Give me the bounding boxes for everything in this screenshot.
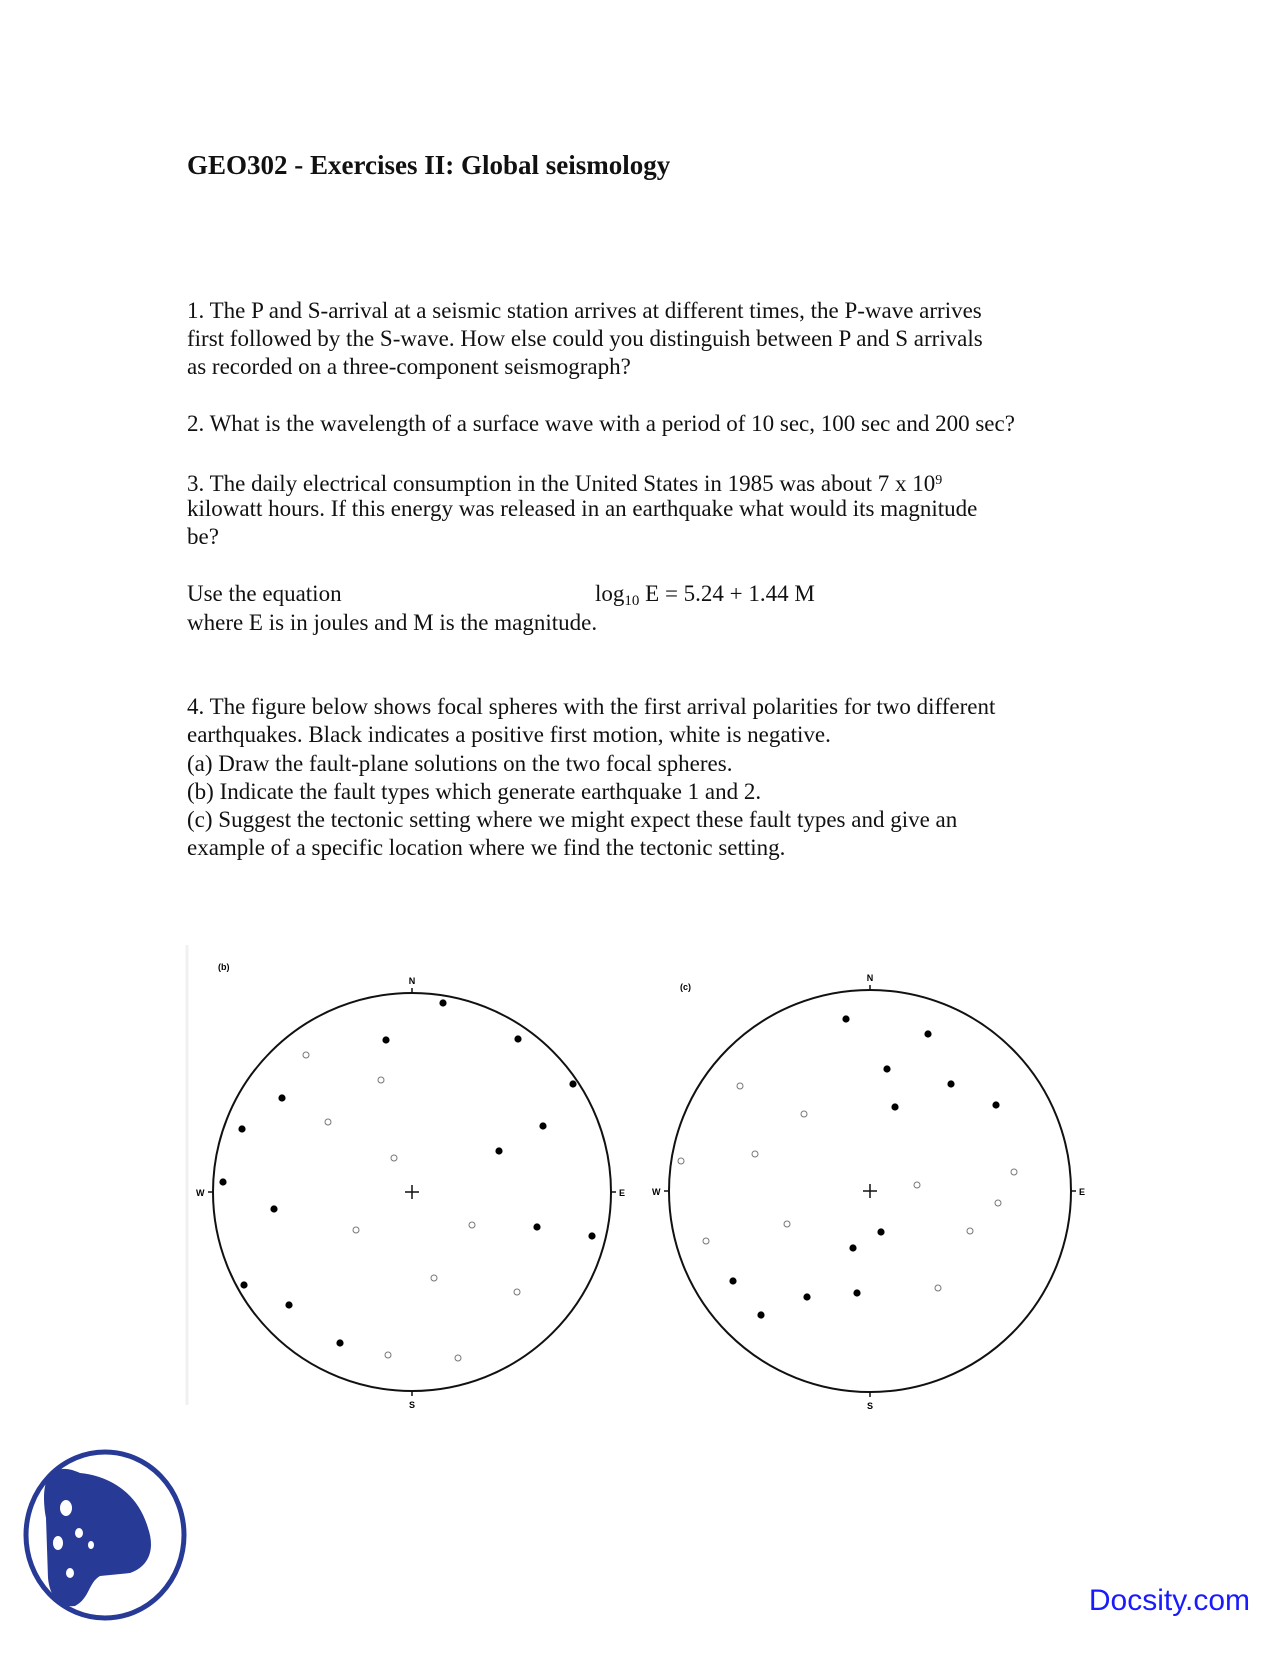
- text-line: [187, 467, 942, 498]
- positive-polarity-dot: [924, 1030, 931, 1037]
- negative-polarity-dot: [353, 1227, 359, 1233]
- negative-polarity-dot: [914, 1182, 920, 1188]
- text-line: example of a specific location where we find the tectonic setting.: [187, 835, 786, 860]
- positive-polarity-dot: [539, 1122, 546, 1129]
- negative-polarity-dot: [455, 1355, 461, 1361]
- east-label: E: [619, 1188, 626, 1198]
- negative-polarity-dot: [431, 1275, 437, 1281]
- positive-polarity-dot: [336, 1339, 343, 1346]
- positive-polarity-dot: [947, 1080, 954, 1087]
- west-label: W: [652, 1187, 661, 1197]
- focal-spheres-figure: [185, 945, 1086, 1411]
- negative-polarity-dot: [469, 1222, 475, 1228]
- positive-polarity-dot: [238, 1125, 245, 1132]
- center-cross-icon: [863, 1184, 877, 1198]
- negative-polarity-dot: [378, 1077, 384, 1083]
- positive-polarity-dot: [285, 1301, 292, 1308]
- positive-polarity-dot: [803, 1293, 810, 1300]
- negative-polarity-dot: [801, 1111, 807, 1117]
- center-cross-icon: [405, 1185, 419, 1199]
- text-line: first followed by the S-wave. How else could you distinguish between P and S arrivals: [187, 326, 983, 351]
- text-line: kilowatt hours. If this energy was released in an earthquake what would its magnitude: [187, 496, 978, 521]
- positive-polarity-dot: [278, 1094, 285, 1101]
- focal-sphere-c: [652, 973, 1085, 1411]
- text-line: be?: [187, 524, 219, 549]
- panel-label: (c): [680, 982, 691, 992]
- positive-polarity-dot: [569, 1080, 576, 1087]
- positive-polarity-dot: [891, 1103, 898, 1110]
- negative-polarity-dot: [303, 1052, 309, 1058]
- positive-polarity-dot: [588, 1232, 595, 1239]
- positive-polarity-dot: [729, 1277, 736, 1284]
- log-base: 10: [624, 593, 640, 609]
- positive-polarity-dot: [514, 1035, 521, 1042]
- log: log: [595, 581, 625, 606]
- text-line: (b) Indicate the fault types which generate earthquake 1 and 2.: [187, 779, 762, 804]
- negative-polarity-dot: [752, 1151, 758, 1157]
- positive-polarity-dot: [883, 1065, 890, 1072]
- text-line: earthquakes. Black indicates a positive first motion, white is negative.: [187, 722, 831, 747]
- negative-polarity-dot: [325, 1119, 331, 1125]
- positive-polarity-dot: [849, 1244, 856, 1251]
- positive-polarity-dot: [992, 1101, 999, 1108]
- negative-polarity-dot: [935, 1285, 941, 1291]
- positive-polarity-dot: [757, 1311, 764, 1318]
- negative-polarity-dot: [678, 1158, 684, 1164]
- text-line: as recorded on a three-component seismograph?: [187, 354, 631, 379]
- negative-polarity-dot: [995, 1200, 1001, 1206]
- positive-polarity-dot: [439, 999, 446, 1006]
- east-label: E: [1079, 1187, 1086, 1197]
- negative-polarity-dot: [784, 1221, 790, 1227]
- negative-polarity-dot: [967, 1228, 973, 1234]
- positive-polarity-dot: [495, 1147, 502, 1154]
- south-label: S: [408, 1400, 416, 1410]
- positive-polarity-dot: [853, 1289, 860, 1296]
- exponent: 9: [935, 473, 943, 488]
- positive-polarity-dot: [240, 1281, 247, 1288]
- text-line: 1. The P and S-arrival at a seismic station arrives at different times, the P-wave arrives: [187, 298, 982, 323]
- text-line: (a) Draw the fault-plane solutions on the two focal spheres.: [187, 751, 733, 776]
- equation-note: where E is in joules and M is the magnitude.: [187, 610, 598, 635]
- focal-sphere-b: [196, 962, 625, 1410]
- docsity-link[interactable]: Docsity.com: [1088, 1584, 1250, 1617]
- negative-polarity-dot: [703, 1238, 709, 1244]
- positive-polarity-dot: [219, 1178, 226, 1185]
- positive-polarity-dot: [382, 1036, 389, 1043]
- positive-polarity-dot: [533, 1223, 540, 1230]
- positive-polarity-dot: [877, 1228, 884, 1235]
- south-label: S: [866, 1401, 874, 1411]
- equation-label: Use the equation: [187, 581, 342, 606]
- west-label: W: [196, 1188, 205, 1198]
- page-title: GEO302 - Exercises II: Global seismology: [187, 150, 671, 180]
- positive-polarity-dot: [842, 1015, 849, 1022]
- equation-line: [187, 580, 887, 608]
- panel-label: (b): [218, 962, 230, 972]
- north-label: N: [408, 976, 416, 986]
- text-line: 4. The figure below shows focal spheres with the first arrival polarities for two different: [187, 694, 996, 719]
- docsity-logo: [20, 1448, 190, 1623]
- equation: [595, 580, 815, 615]
- equation-rhs: E = 5.24 + 1.44 M: [639, 581, 815, 606]
- north-label: N: [866, 973, 874, 983]
- negative-polarity-dot: [1011, 1169, 1017, 1175]
- text-line: (c) Suggest the tectonic setting where we might expect these fault types and give an: [187, 807, 958, 832]
- positive-polarity-dot: [270, 1205, 277, 1212]
- negative-polarity-dot: [391, 1155, 397, 1161]
- negative-polarity-dot: [737, 1083, 743, 1089]
- text: 3. The daily electrical consumption in the United States in 1985 was about 7 x 10: [187, 471, 936, 496]
- text-line: 2. What is the wavelength of a surface wave with a period of 10 sec, 100 sec and 200 sec?: [187, 411, 1015, 436]
- negative-polarity-dot: [385, 1352, 391, 1358]
- negative-polarity-dot: [514, 1289, 520, 1295]
